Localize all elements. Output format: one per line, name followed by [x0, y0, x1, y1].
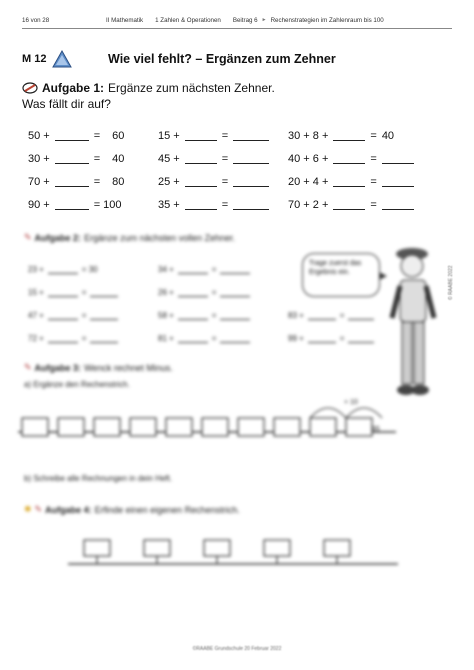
exercise-row: 70 + 2 + = — [288, 199, 414, 211]
task-1-instruction: Ergänze zum nächsten Zehner. — [108, 81, 275, 95]
page-title: Wie viel fehlt? – Ergänzen zum Zehner — [108, 52, 336, 66]
answer-blank[interactable] — [55, 177, 89, 187]
exercise-row: 20 + 4 + = — [288, 176, 414, 188]
task-2-heading: ✎ Aufgabe 2: Ergänze zum nächsten vollen Zehner. — [24, 232, 236, 243]
number-line-box[interactable] — [346, 418, 372, 436]
task-1-label: Aufgabe 1: — [42, 81, 105, 95]
task-3-part-a: a) Ergänze den Rechenstrich. — [24, 380, 130, 389]
answer-blank[interactable] — [333, 154, 365, 164]
exercise-row: 99 + = — [288, 333, 374, 343]
exercise-row: 15 + = — [28, 287, 118, 297]
answer-blank[interactable] — [55, 200, 89, 210]
answer-blank[interactable] — [185, 200, 217, 210]
answer-blank[interactable] — [333, 177, 365, 187]
exercise-row: 26 + = — [158, 287, 250, 297]
exercise-row: 30 + 8 + = 40 — [288, 130, 395, 142]
exercise-row: 23 + = 30 — [28, 264, 98, 274]
answer-blank[interactable] — [185, 177, 217, 187]
empty-number-line — [68, 534, 398, 584]
result-blank[interactable] — [233, 177, 269, 187]
exercise-row: 30 + = 40 — [28, 153, 125, 165]
exercise-row: 81 + = — [158, 333, 250, 343]
speech-bubble: Trage zuerst das Ergebnis ein. — [302, 253, 380, 297]
page-header — [22, 12, 452, 29]
answer-blank[interactable] — [185, 131, 217, 141]
arc-label: + 10 — [344, 399, 358, 406]
exercise-row: 45 + = — [158, 153, 269, 165]
number-line-box[interactable] — [22, 418, 48, 436]
exercise-row: 90 + = 100 — [28, 199, 122, 211]
exercise-row: 47 + = — [28, 310, 118, 320]
arrow-icon: ► — [261, 17, 267, 23]
page-footer: ©RAABE Grundschule 20 Februar 2022 — [192, 646, 282, 652]
result-blank[interactable] — [233, 154, 269, 164]
pencil-icon: ✎ — [24, 232, 32, 242]
crumb-subject: II Mathematik — [106, 16, 144, 24]
number-line-box[interactable] — [94, 418, 120, 436]
pencil-icon: ✎ — [24, 362, 32, 372]
result-blank[interactable] — [382, 177, 414, 187]
exercise-row: 72 + = — [28, 333, 118, 343]
crumb-topic: Rechenstrategien im Zahlenraum bis 100 — [270, 16, 384, 24]
jump-arc — [310, 408, 346, 418]
boy-illustration — [388, 244, 438, 414]
result-blank[interactable] — [233, 131, 269, 141]
answer-blank[interactable] — [185, 154, 217, 164]
breadcrumb — [106, 17, 384, 24]
exercise-row: 15 + = — [158, 130, 269, 142]
result-blank[interactable] — [382, 154, 414, 164]
pencil-icon — [22, 82, 38, 94]
exercise-row: 40 + 6 + = — [288, 153, 414, 165]
exercise-row: 25 + = — [158, 176, 269, 188]
answer-blank[interactable] — [55, 131, 89, 141]
task-1-question: Was fällt dir auf? — [22, 97, 111, 111]
answer-blank[interactable] — [55, 154, 89, 164]
result-blank[interactable] — [233, 200, 269, 210]
exercise-row: 83 + = — [288, 310, 374, 320]
exercise-row: 35 + = — [158, 199, 269, 211]
task-4-heading: ✺ ✎ Aufgabe 4: Erfinde einen eigenen Rechenstrich. — [24, 504, 240, 515]
blurred-section — [0, 220, 474, 670]
module-code: M 12 — [22, 53, 47, 65]
page-number: 16 von 28 — [22, 16, 50, 24]
number-line-box[interactable] — [310, 418, 336, 436]
pencil-icon: ✎ — [34, 504, 43, 514]
number-line-box[interactable] — [274, 418, 300, 436]
exercise-row: 50 + = 60 — [28, 130, 125, 142]
crumb-unit: 1 Zahlen & Operationen — [155, 16, 221, 24]
number-line — [18, 396, 396, 452]
number-line-box[interactable] — [58, 418, 84, 436]
jump-arc — [346, 408, 382, 418]
answer-blank[interactable] — [333, 131, 365, 141]
side-note: © RAABE 2022 — [448, 265, 454, 300]
crumb-article: Beitrag 6 — [232, 16, 258, 24]
star-icon: ✺ — [24, 504, 32, 514]
end-value: 95 — [372, 426, 380, 433]
module-header — [22, 50, 72, 68]
task-3-part-b: b) Schreibe alle Rechnungen in dein Heft. — [24, 474, 173, 483]
number-line-box[interactable] — [130, 418, 156, 436]
answer-blank[interactable] — [333, 200, 365, 210]
exercise-row: 58 + = — [158, 310, 250, 320]
difficulty-triangle-icon — [52, 50, 72, 68]
number-line-box[interactable] — [202, 418, 228, 436]
exercise-row: 70 + = 80 — [28, 176, 125, 188]
task-1-heading — [22, 80, 275, 112]
number-line-box[interactable] — [166, 418, 192, 436]
number-line-box[interactable] — [238, 418, 264, 436]
exercise-row: 34 + = — [158, 264, 250, 274]
result-blank[interactable] — [382, 200, 414, 210]
task-3-heading: ✎ Aufgabe 3: Wenck rechnet Minus. — [24, 362, 173, 373]
